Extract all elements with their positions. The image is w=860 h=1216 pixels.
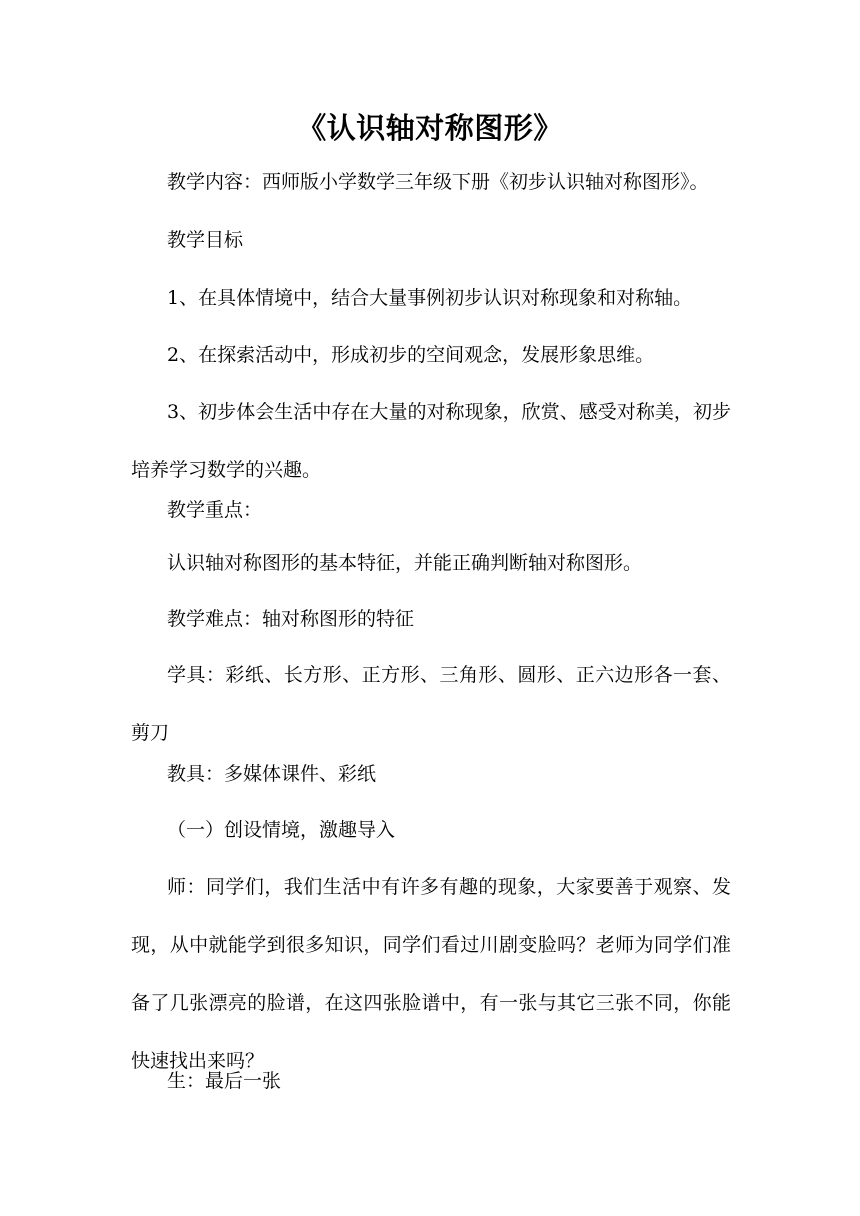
key-point-heading: 教学重点：: [167, 499, 263, 521]
section-heading-1: （一）创设情境，激趣导入: [167, 819, 396, 841]
student-tools: 学具：彩纸、长方形、正方形、三角形、圆形、正六边形各一套、剪刀: [131, 664, 731, 744]
goal-3: 3、初步体会生活中存在大量的对称现象，欣赏、感受对称美，初步培养学习数学的兴趣。: [131, 401, 731, 481]
difficulty: 教学难点：轴对称图形的特征: [167, 608, 415, 630]
key-point: 认识轴对称图形的基本特征，并能正确判断轴对称图形。: [167, 552, 643, 574]
goals-heading: 教学目标: [167, 229, 244, 251]
teacher-speech: 师：同学们，我们生活中有许多有趣的现象，大家要善于观察、发现，从中就能学到很多知识，同学们看过川剧变脸吗？老师为同学们准备了几张漂亮的脸谱，在这四张脸谱中，有一张与其它三张不同，你能快速找出来吗？: [131, 876, 731, 1072]
teaching-content: 教学内容：西师版小学数学三年级下册《初步认识轴对称图形》。: [167, 171, 709, 193]
goal-1: 1、在具体情境中，结合大量事例初步认识对称现象和对称轴。: [167, 287, 693, 309]
teacher-tools: 教具：多媒体课件、彩纸: [167, 763, 377, 785]
student-reply: 生：最后一张: [167, 1070, 282, 1092]
document-title: 《认识轴对称图形》: [297, 111, 563, 145]
goal-2: 2、在探索活动中，形成初步的空间观念，发展形象思维。: [167, 344, 655, 366]
